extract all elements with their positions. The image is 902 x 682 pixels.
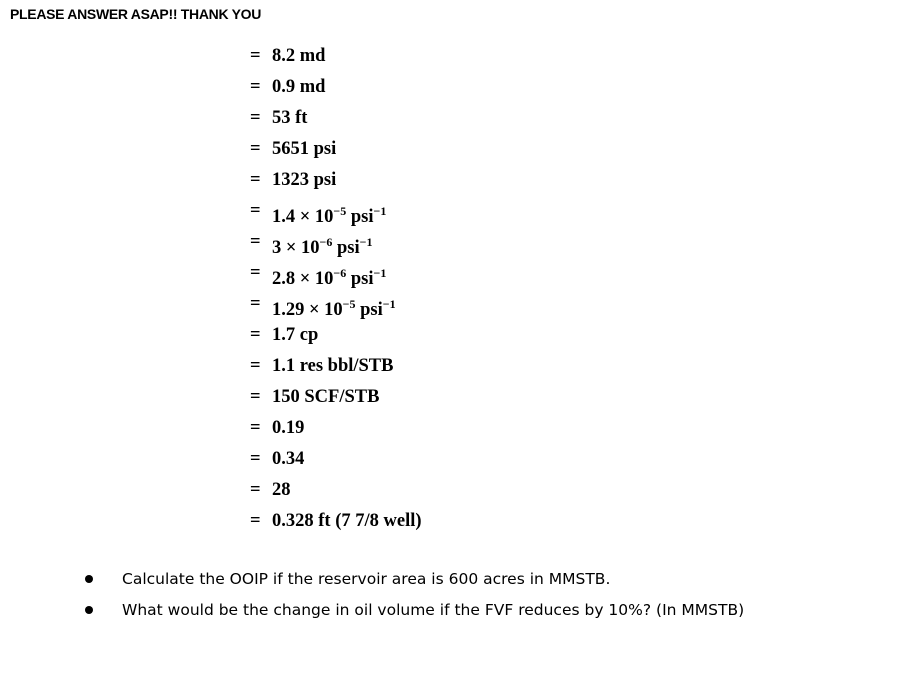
value: 0.9 md — [272, 77, 326, 97]
equals-sign: = — [250, 46, 261, 66]
value: 150 SCF/STB — [272, 387, 380, 407]
equals-sign: = — [250, 263, 261, 283]
value: 28 — [272, 480, 291, 500]
equals-sign: = — [250, 201, 261, 221]
page-header: PLEASE ANSWER ASAP!! THANK YOU — [10, 6, 262, 22]
value: 0.328 ft (7 7/8 well) — [272, 511, 422, 531]
bullet-icon — [85, 575, 93, 583]
equals-sign: = — [250, 480, 261, 500]
equals-sign: = — [250, 449, 261, 469]
question-text: What would be the change in oil volume if the FVF reduces by 10%? (In MMSTB) — [122, 601, 745, 619]
equals-sign: = — [250, 170, 261, 190]
value: $2.8 \times 10^{-6}$ psi$^{-1}$ — [272, 266, 387, 289]
equals-sign: = — [250, 418, 261, 438]
equals-sign: = — [250, 232, 261, 252]
value: 0.19 — [272, 418, 305, 438]
equals-sign: = — [250, 77, 261, 97]
equals-sign: = — [250, 511, 261, 531]
equals-sign: = — [250, 387, 261, 407]
equals-sign: = — [250, 139, 261, 159]
value: 8.2 md — [272, 46, 326, 66]
equals-sign: = — [250, 108, 261, 128]
value: $1.29 \times 10^{-5}$ psi$^{-1}$ — [272, 297, 396, 320]
equals-sign: = — [250, 356, 261, 376]
value: 53 ft — [272, 108, 308, 128]
bullet-icon — [85, 606, 93, 614]
value: 5651 psi — [272, 139, 337, 159]
equals-sign: = — [250, 294, 261, 314]
value: 1323 psi — [272, 170, 337, 190]
equals-sign: = — [250, 325, 261, 345]
value: $1.4 \times 10^{-5}$ psi$^{-1}$ — [272, 204, 387, 227]
value: 1.7 cp — [272, 325, 319, 345]
value: 1.1 res bbl/STB — [272, 356, 394, 376]
question-text: Calculate the OOIP if the reservoir area is 600 acres in MMSTB. — [122, 570, 611, 588]
value: 0.34 — [272, 449, 305, 469]
value: $3 \times 10^{-6}$ psi$^{-1}$ — [272, 235, 373, 258]
